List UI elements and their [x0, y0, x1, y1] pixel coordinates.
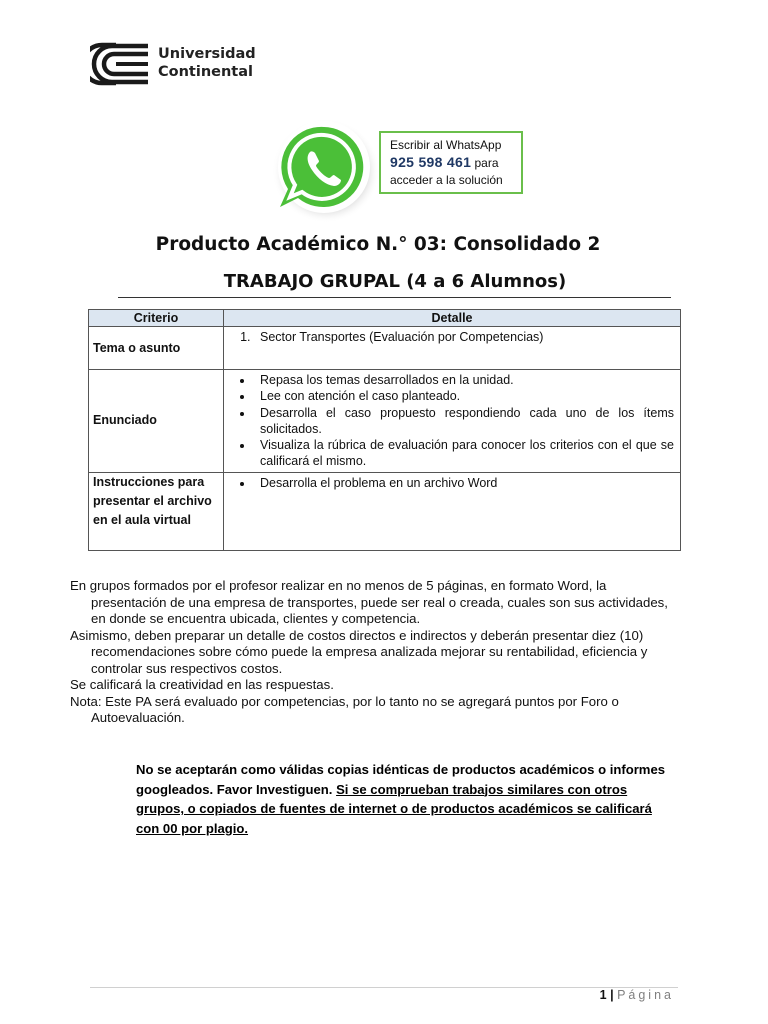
table-header-row — [89, 310, 681, 327]
paragraph: En grupos formados por el profesor realizar en no menos de 5 páginas, en formato Word, la presentación de una empresa de transportes, puede ser real o creada, cuales son sus actividades, en donde se encuentra ubicada, clientes y competencia. — [70, 578, 668, 626]
logo-text — [158, 45, 256, 81]
detail-list — [230, 475, 674, 491]
page-footer — [600, 988, 674, 1002]
plagiarism-notice — [136, 760, 676, 838]
criterio-cell: Tema o asunto — [89, 327, 224, 370]
header-criterio: Criterio — [89, 310, 224, 327]
document-subtitle: TRABAJO GRUPAL (4 a 6 Alumnos) — [223, 271, 567, 292]
detalle-cell — [224, 327, 681, 370]
list-item: • Repasa los temas desarrollados en la unidad. — [254, 372, 674, 388]
table-row — [89, 472, 681, 550]
list-item: • Desarrolla el problema en un archivo Word — [254, 475, 674, 491]
detail-list — [230, 372, 674, 470]
whatsapp-icon[interactable] — [268, 115, 380, 223]
page-label: Página — [617, 988, 674, 1002]
document-title: Producto Académico N.° 03: Consolidado 2 — [155, 234, 601, 255]
detalle-cell — [224, 472, 681, 550]
whatsapp-line-1: Escribir al WhatsApp — [390, 138, 502, 152]
table-row — [89, 370, 681, 473]
criterio-cell: Instrucciones para presentar el archivo en el aula virtual — [89, 472, 224, 550]
continental-logo-icon — [90, 42, 150, 86]
university-logo — [90, 42, 260, 86]
paragraph: Asimismo, deben preparar un detalle de costos directos e indirectos y deberán presentar diez (10) recomendaciones sobre cómo puede la empresa analizada mejorar su rentabilidad, eficiencia y controlar sus respectivos costos. — [70, 627, 648, 676]
logo-line-1: Universidad — [158, 46, 256, 62]
paragraph: Nota: Este PA será evaluado por competencias, por lo tanto no se agregará puntos por Foro o Autoevaluación. — [70, 693, 619, 725]
notice-plain: No se aceptarán como válidas copias idénticas de productos académicos o informes googleados. Favor Investiguen. — [136, 762, 666, 797]
criteria-table — [88, 309, 681, 551]
whatsapp-number-line — [390, 154, 521, 172]
page-number: 1 — [599, 988, 607, 1002]
detail-list — [230, 329, 674, 345]
detalle-cell — [224, 370, 681, 473]
whatsapp-number-suffix: para — [471, 156, 499, 170]
paragraph: Se calificará la creatividad en las respuestas. — [70, 677, 334, 692]
list-item: • Visualiza la rúbrica de evaluación para conocer los criterios con el que se calificará el mismo. — [254, 437, 674, 470]
instructions-body — [70, 578, 682, 727]
footer-separator: | — [610, 988, 614, 1002]
title-divider — [118, 297, 671, 298]
whatsapp-number: 925 598 461 — [390, 154, 472, 170]
notice-underlined: Si se comprueban trabajos similares con otros grupos, o copiados de fuentes de internet o de productos académicos se calificará con 00 por plagio. — [136, 781, 652, 836]
criterio-cell: Enunciado — [89, 370, 224, 473]
logo-line-2: Continental — [158, 64, 253, 80]
whatsapp-contact-box[interactable] — [379, 131, 523, 194]
list-item: • Desarrolla el caso propuesto respondiendo cada uno de los ítems solicitados. — [254, 405, 674, 438]
whatsapp-line-3: acceder a la solución — [390, 173, 503, 187]
table-row — [89, 327, 681, 370]
list-item: • Lee con atención el caso planteado. — [254, 388, 674, 404]
header-detalle: Detalle — [224, 310, 681, 327]
list-item: 1. Sector Transportes (Evaluación por Competencias) — [254, 329, 674, 345]
footer-divider — [90, 987, 678, 988]
